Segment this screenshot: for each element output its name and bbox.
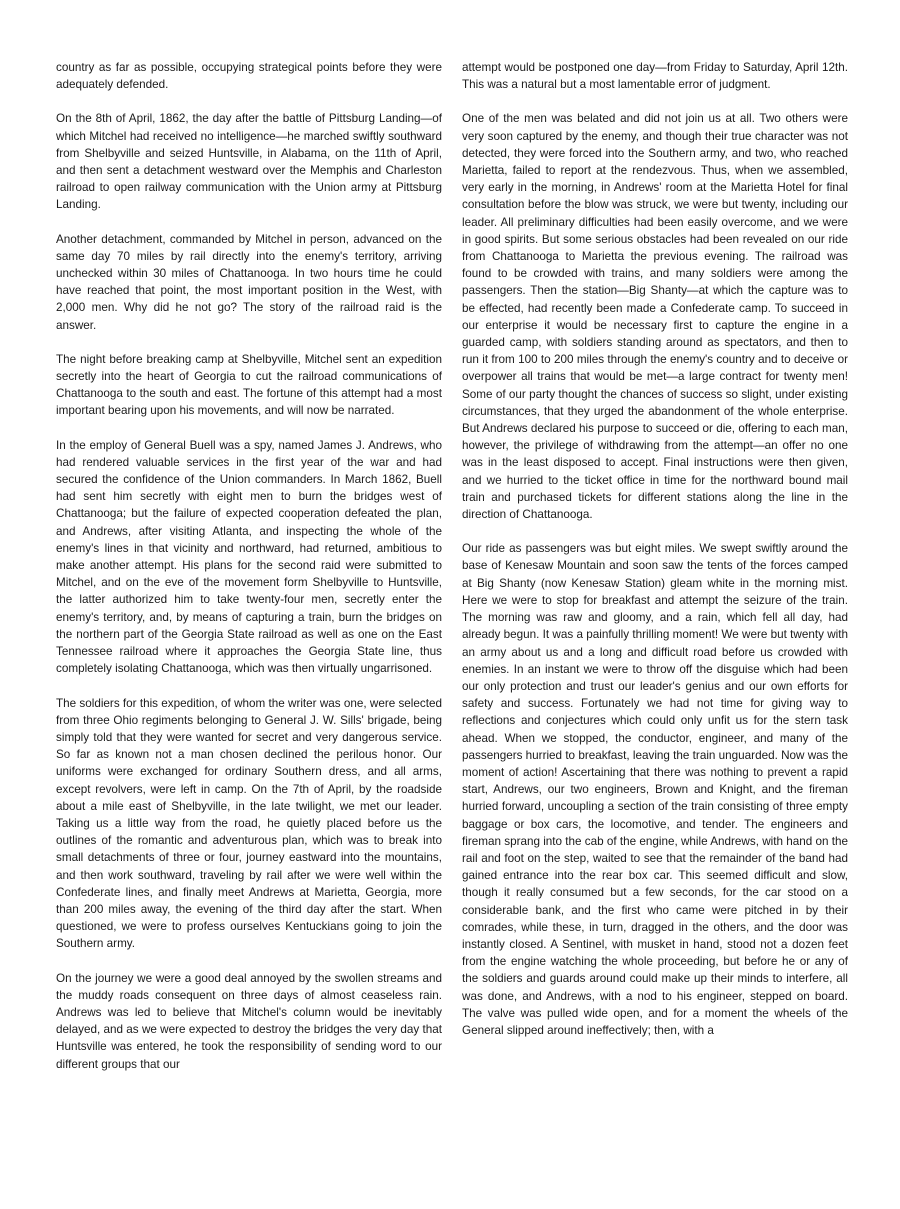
paragraph: Our ride as passengers was but eight miles. We swept swiftly around the base of Kenesaw Mountain and soon saw the tents of the forces camped at Big Shanty (now Kenesaw Station) gleam white in the morning mist. Here we were to stop for breakfast and attempt the seizure of the train. The morning was raw and gloomy, and a rain, which fell all day, had already begun. It was a painfully thrilling moment! We were but twenty with an army about us and a long and difficult road before us crowded with enemies. In an instant we were to throw off the disguise which had been our only protection and trust our leader's genius and our own efforts for safety and success. Fortunately we had not time for giving way to reflections and conjectures which could only unfit us for the stern task ahead. When we stopped, the conductor, engineer, and many of the passengers hurried to breakfast, leaving the train unguarded. Now was the moment of action! Ascertaining that there was nothing to prevent a rapid start, Andrews, our two engineers, Brown and Knight, and the fireman hurried forward, uncoupling a section of the train consisting of three empty baggage or box cars, the locomotive, and tender. The engineers and fireman sprang into the cab of the engine, while Andrews, with hand on the rail and foot on the step, waited to see that the remainder of the band had gained entrance into the rear box car. This seemed difficult and slow, though it really consumed but a few seconds, for the car stood on a considerable bank, and the first who came were pitched in by their comrades, while these, in turn, dragged in the others, and the door was instantly closed. A Sentinel, with musket in hand, stood not a dozen feet from the engine watching the whole proceeding, but before he or any of the soldiers and guards around could make up their minds to interfere, all was done, and Andrews, with a nod to his engineer, stepped on board. The valve was pulled wide open, and for a moment the wheels of the General slipped around ineffectively; then, with a bbox=[462, 542, 848, 1037]
paragraph: The night before breaking camp at Shelbyville, Mitchel sent an expedition secretly into the heart of Georgia to cut the railroad communications of Chattanooga to the south and east. The fortune of this attempt had a most important bearing upon his movements, and will now be narrated. bbox=[56, 352, 442, 418]
paragraph: country as far as possible, occupying strategical points before they were adequately defended. bbox=[56, 61, 442, 92]
paragraph: On the 8th of April, 1862, the day after the battle of Pittsburg Landing—of which Mitchel had received no intelligence—he marched swiftly southward from Shelbyville and seized Huntsville, in Alabama, on the 11th of April, and then sent a detachment westward over the Memphis and Charleston railroad to open railway communication with the Union army at Pittsburg Landing. bbox=[56, 112, 442, 212]
paragraph: In the employ of General Buell was a spy, named James J. Andrews, who had rendered valuable services in the first year of the war and had secured the confidence of the Union commanders. In March 1862, Buell had sent him secretly with eight men to burn the bridges west of Chattanooga; but the failure of expected cooperation defeated the plan, and Andrews, after visiting Atlanta, and inspecting the whole of the enemy's lines in that vicinity and northward, had returned, ambitious to make another attempt. His plans for the second raid were submitted to Mitchel, and on the eve of the movement form Shelbyville to Huntsville, the latter authorized him to take twenty-four men, secretly enter the enemy's territory, and, by means of capturing a train, burn the bridges on the northern part of the Georgia State railroad as well as one on the East Tennessee railroad where it approaches the Georgia State line, thus completely isolating Chattanooga, which was then virtually ungarrisoned. bbox=[56, 438, 442, 676]
left-column bbox=[56, 59, 442, 1209]
right-column bbox=[462, 59, 848, 1209]
paragraph: On the journey we were a good deal annoyed by the swollen streams and the muddy roads consequent on three days of almost ceaseless rain. Andrews was led to believe that Mitchel's column would be inevitably delayed, and as we were expected to destroy the bridges the very day that Huntsville was entered, he took the responsibility of sending word to our different groups that our bbox=[56, 971, 442, 1071]
paragraph: The soldiers for this expedition, of whom the writer was one, were selected from three Ohio regiments belonging to General J. W. Sills' brigade, being simply told that they were wanted for secret and very dangerous service. So far as known not a man chosen declined the perilous honor. Our uniforms were exchanged for ordinary Southern dress, and all arms, except revolvers, were left in camp. On the 7th of April, by the roadside about a mile east of Shelbyville, in the late twilight, we met our leader. Taking us a little way from the road, he quietly placed before us the outlines of the romantic and adventurous plan, which was to break into small detachments of three or four, journey eastward into the mountains, and then work southward, traveling by rail after we were well within the Confederate lines, and finally meet Andrews at Marietta, Georgia, more than 200 miles away, the evening of the third day after the start. When questioned, we were to profess ourselves Kentuckians going to join the Southern army. bbox=[56, 696, 442, 951]
paragraph: One of the men was belated and did not join us at all. Two others were very soon captured by the enemy, and though their true character was not detected, they were forced into the Southern army, and two, who reached Marietta, failed to report at the rendezvous. Thus, when we assembled, very early in the morning, in Andrews' room at the Marietta Hotel for final consultation before the blow was struck, we were but twenty, including our leader. All preliminary difficulties had been easily overcome, and we were in good spirits. But some serious obstacles had been revealed on our ride from Chattanooga to Marietta the previous evening. The railroad was found to be crowded with trains, and many soldiers were among the passengers. Then the station—Big Shanty—at which the capture was to be effected, had recently been made a Confederate camp. To succeed in our enterprise it would be necessary first to capture the engine in a guarded camp, with soldiers standing around as spectators, and then to run it from 100 to 200 miles through the enemy's country and to deceive or overpower all trains that would be met—a large contract for twenty men! Some of our party thought the chances of success so slight, under existing circumstances, that they urged the abandonment of the whole enterprise. But Andrews declared his purpose to succeed or die, offering to each man, however, the privilege of withdrawing from the attempt—an offer no one was in the least disposed to accept. Final instructions were then given, and we hurried to the ticket office in time for the northward bound mail train and purchased tickets for different stations along the line in the direction of Chattanooga. bbox=[462, 112, 848, 522]
paragraph: attempt would be postponed one day—from Friday to Saturday, April 12th. This was a natural but a most lamentable error of judgment. bbox=[462, 61, 848, 92]
paragraph: Another detachment, commanded by Mitchel in person, advanced on the same day 70 miles by rail directly into the enemy's territory, arriving unchecked within 30 miles of Chattanooga. In two hours time he could have reached that point, the most important position in the West, with 2,000 men. Why did he not go? The story of the railroad raid is the answer. bbox=[56, 232, 442, 332]
